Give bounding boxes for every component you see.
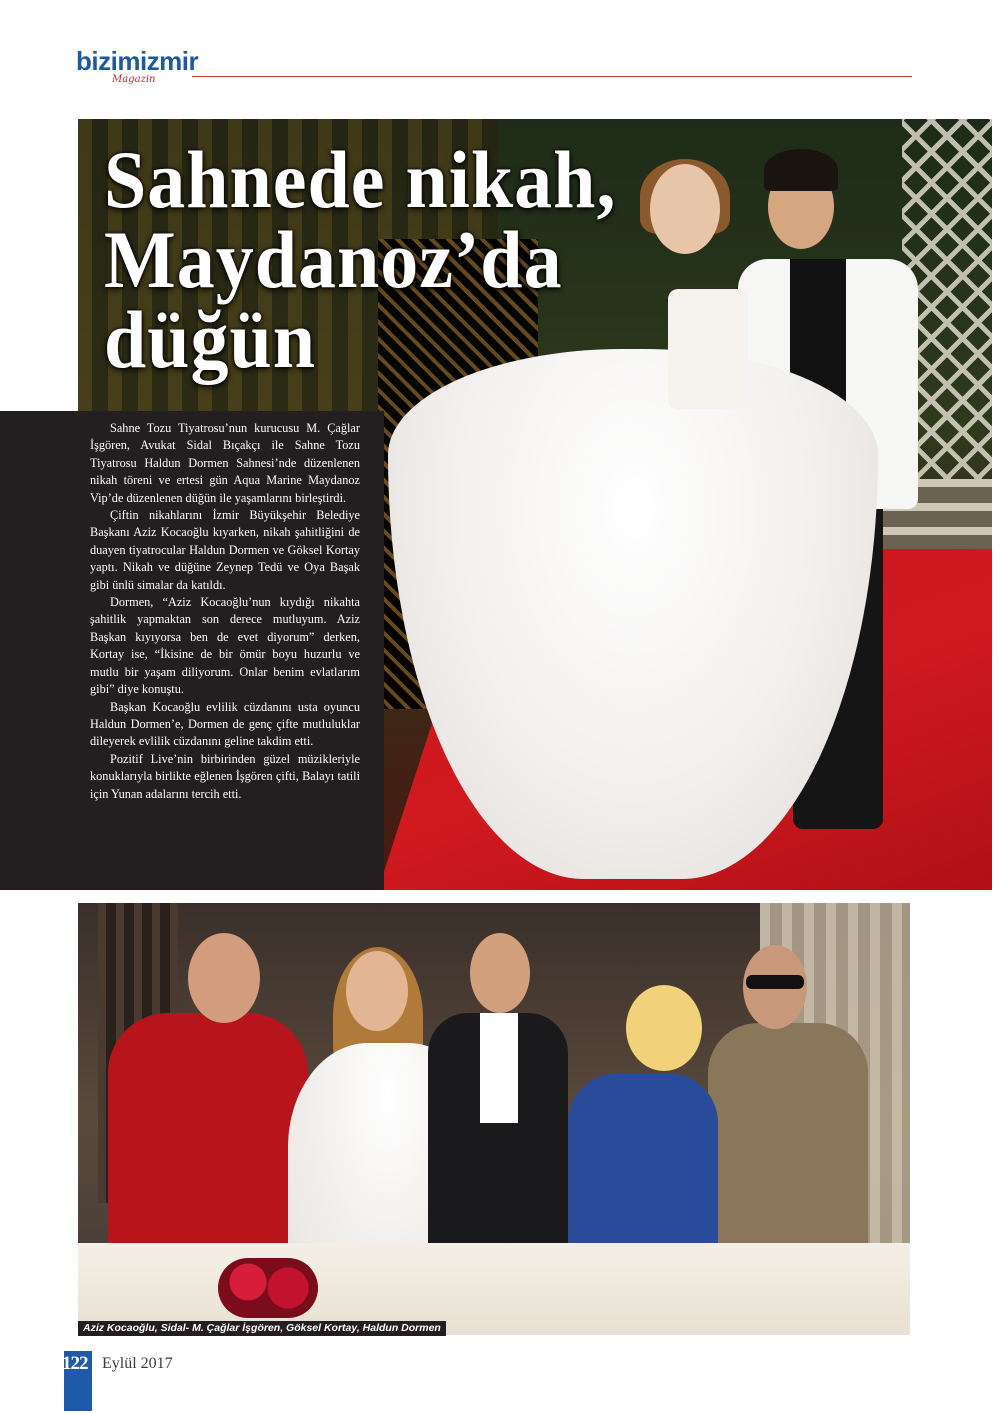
header-rule xyxy=(192,76,912,77)
logo-subtitle: Magazin xyxy=(112,74,156,85)
page-number: 122 xyxy=(62,1353,88,1374)
title-line-2: Maydanoz’da xyxy=(104,214,563,306)
article-paragraph: Pozitif Live’nin birbirinden güzel müzikleriyle konuklarıyla birlikte eğlenen İşgören çifti, Balayı tatili için Yunan adalarını tercih etti. xyxy=(90,751,360,801)
page-number-tab xyxy=(64,1351,92,1411)
article-paragraph: Sahne Tozu Tiyatrosu’nun kurucusu M. Çağlar İşgören, Avukat Sidal Bıçakçı ile Sahne Tozu Tiyatrosu Haldun Dormen Sahnesi’nde düzenlenen nikah töreni ve ertesi gün Aqua Marine Maydanoz Vip’de düzenlenen düğün ile yaşamlarını birleştirdi. xyxy=(90,421,360,505)
article-body xyxy=(90,420,360,803)
article-paragraph: Çiftin nikahlarını İzmir Büyükşehir Belediye Başkanı Aziz Kocaoğlu kıyarken, nikah şahitliğini de duayen tiyatrocular Haldun Dormen ve Göksel Kortay yaptı. Nikah ve düğüne Zeynep Tedü ve Oya Başak gibi ünlü simalar da katıldı. xyxy=(90,508,360,592)
issue-date: Eylül 2017 xyxy=(102,1355,173,1372)
title-line-1: Sahnede nikah, xyxy=(104,134,617,226)
article-paragraph: Dormen, “Aziz Kocaoğlu’nun kıydığı nikahta şahitlik yapmaktan son derece mutluyum. Aziz Başkan kıyıyorsa ben de evet diyorum” derken, Kortay ise, “İkisine de bir ömür boyu huzurlu ve mutlu bir yaşam diliyorum. Onlar benim evlatlarım gibi” diye konuştu. xyxy=(90,595,360,697)
magazine-logo: bizimizmir xyxy=(76,46,199,76)
article-paragraph: Başkan Kocaoğlu evlilik cüzdanını usta oyuncu Haldun Dormen’e, Dormen de genç çifte mutluluklar dileyerek evlilik cüzdanını geline takdim etti. xyxy=(90,699,360,749)
masthead xyxy=(76,40,916,90)
article-title xyxy=(104,134,617,386)
bouquet xyxy=(218,1258,318,1318)
title-line-3: düğün xyxy=(104,294,317,386)
group-photo-ceremony xyxy=(78,903,910,1335)
photo-caption: Aziz Kocaoğlu, Sidal- M. Çağlar İşgören, Göksel Kortay, Haldun Dormen xyxy=(78,1321,446,1336)
